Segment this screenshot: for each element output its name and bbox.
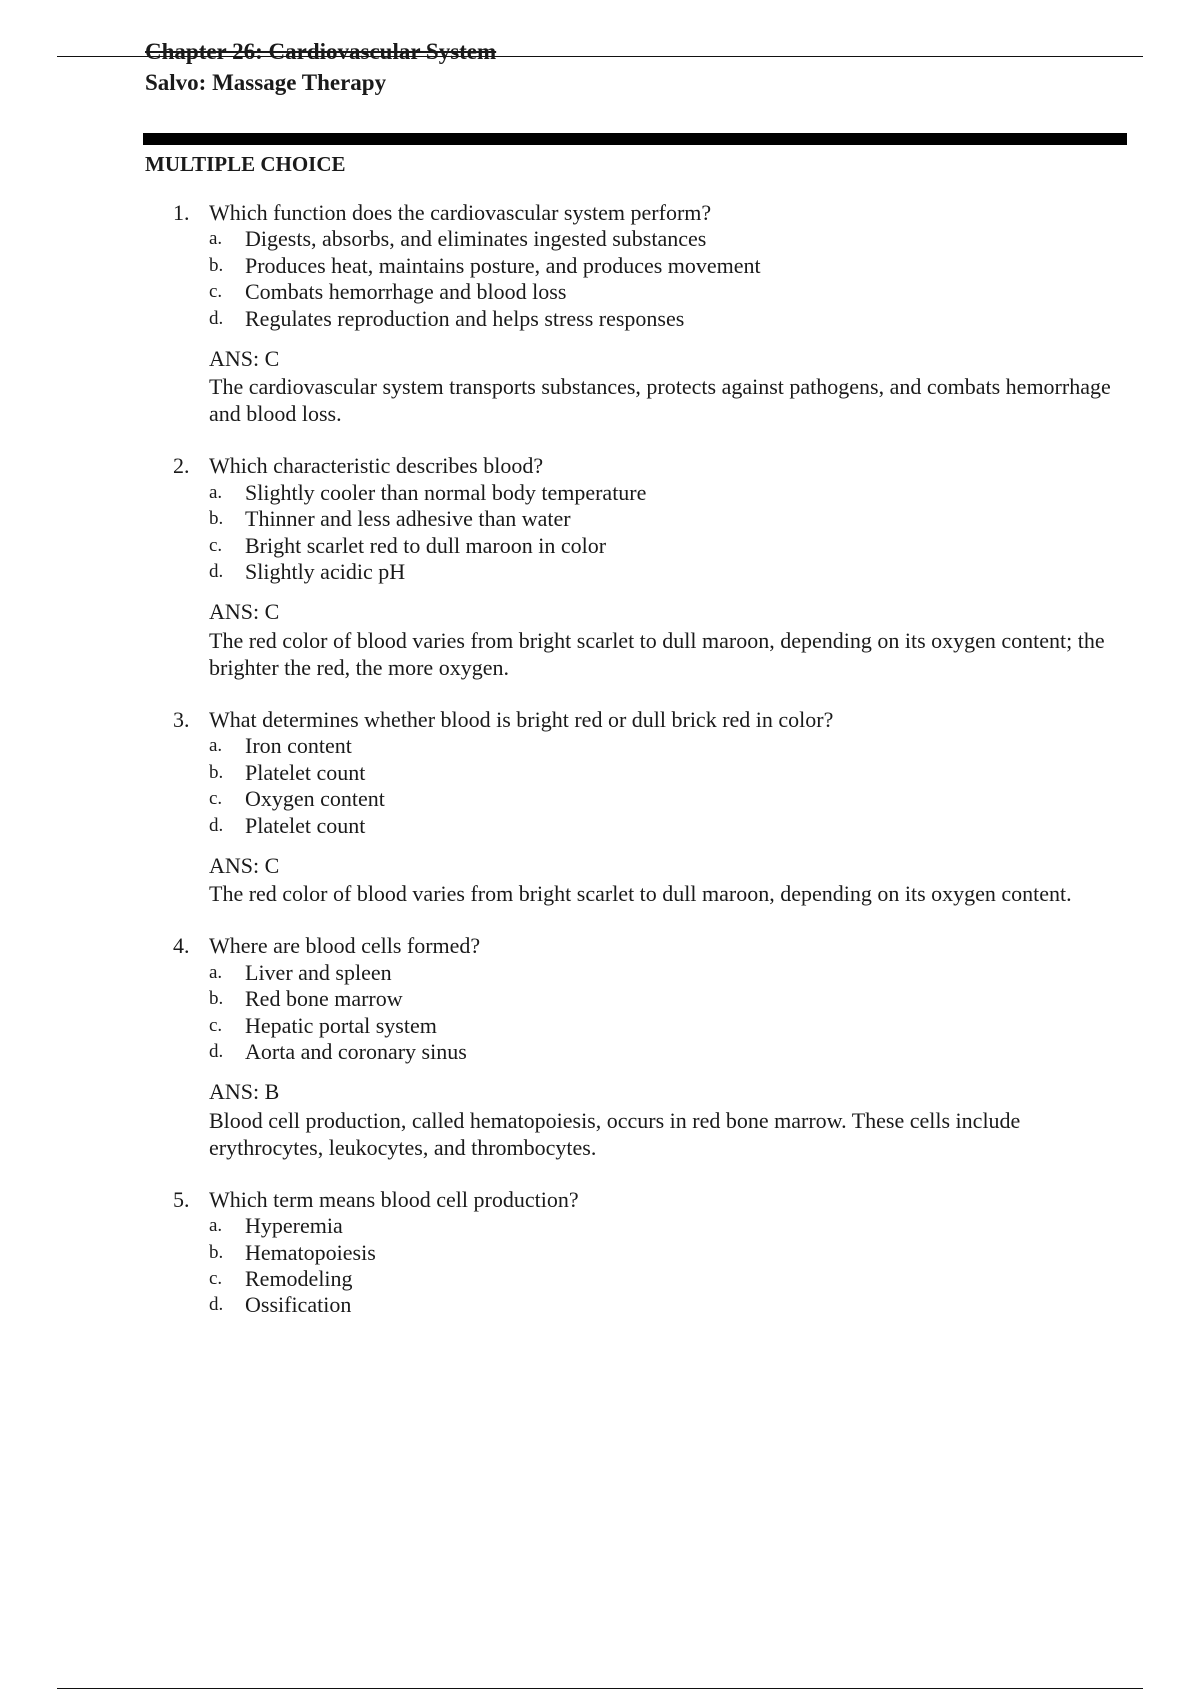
answer-key: ANS: C bbox=[209, 599, 280, 625]
rationale: The cardiovascular system transports substances, protects against pathogens, and combats hemorrhage and blood loss. bbox=[209, 374, 1111, 427]
choice-c bbox=[145, 786, 1125, 812]
question-5 bbox=[145, 1187, 1125, 1319]
choice-text: Oxygen content bbox=[245, 786, 385, 812]
choice-letter: d. bbox=[209, 814, 224, 836]
choice-b bbox=[145, 506, 1125, 532]
choice-letter: b. bbox=[209, 1241, 224, 1263]
book-title: Salvo: Massage Therapy bbox=[145, 70, 387, 95]
choice-list bbox=[145, 226, 1125, 332]
section-divider bbox=[143, 133, 1127, 145]
choice-c bbox=[145, 533, 1125, 559]
choice-list bbox=[145, 480, 1125, 586]
choice-letter: b. bbox=[209, 988, 224, 1010]
choice-list bbox=[145, 1213, 1125, 1319]
choice-d bbox=[145, 813, 1125, 839]
choice-list bbox=[145, 733, 1125, 839]
question-text: Which characteristic describes blood? bbox=[209, 453, 544, 479]
choice-letter: a. bbox=[209, 961, 223, 983]
question-text: What determines whether blood is bright red or dull brick red in color? bbox=[209, 706, 834, 732]
choice-b bbox=[145, 253, 1125, 279]
choice-letter: c. bbox=[209, 1014, 223, 1036]
question-number: 2. bbox=[173, 453, 190, 479]
section-title: MULTIPLE CHOICE bbox=[145, 152, 346, 176]
footer-rule bbox=[57, 1688, 1143, 1689]
choice-text: Platelet count bbox=[245, 759, 366, 785]
choice-text: Liver and spleen bbox=[245, 959, 392, 985]
choice-letter: d. bbox=[209, 1294, 224, 1316]
choice-d bbox=[145, 1292, 1125, 1318]
question-text: Which function does the cardiovascular system perform? bbox=[209, 200, 712, 225]
document-header bbox=[145, 36, 496, 98]
question-text: Which term means blood cell production? bbox=[209, 1186, 579, 1212]
choice-text: Hepatic portal system bbox=[245, 1012, 437, 1038]
answer-block bbox=[145, 853, 1125, 907]
choice-b bbox=[145, 986, 1125, 1012]
choice-text: Combats hemorrhage and blood loss bbox=[245, 279, 567, 305]
rationale: The red color of blood varies from bright scarlet to dull maroon, depending on its oxygen content; the brighter the red, the more oxygen. bbox=[209, 627, 1105, 680]
choice-text: Hyperemia bbox=[245, 1213, 343, 1239]
question-text: Where are blood cells formed? bbox=[209, 933, 481, 959]
answer-key: ANS: C bbox=[209, 852, 280, 878]
choice-letter: c. bbox=[209, 788, 223, 810]
choice-text: Platelet count bbox=[245, 812, 366, 838]
choice-a bbox=[145, 960, 1125, 986]
question-number: 4. bbox=[173, 933, 190, 959]
rationale: The red color of blood varies from bright scarlet to dull maroon, depending on its oxygen content. bbox=[209, 881, 1072, 907]
question-1 bbox=[145, 200, 1125, 427]
choice-list bbox=[145, 960, 1125, 1066]
choice-text: Slightly cooler than normal body temperature bbox=[245, 479, 647, 505]
choice-a bbox=[145, 1213, 1125, 1239]
choice-letter: b. bbox=[209, 254, 224, 276]
choice-letter: b. bbox=[209, 761, 224, 783]
choice-letter: a. bbox=[209, 228, 223, 250]
choice-text: Digests, absorbs, and eliminates ingested substances bbox=[245, 226, 707, 252]
choice-letter: c. bbox=[209, 534, 223, 556]
choice-a bbox=[145, 480, 1125, 506]
choice-b bbox=[145, 760, 1125, 786]
chapter-title: Chapter 26: Cardiovascular System bbox=[145, 39, 497, 64]
rationale: Blood cell production, called hematopoiesis, occurs in red bone marrow. These cells include erythrocytes, leukocytes, and thrombocytes. bbox=[209, 1107, 1021, 1160]
choice-letter: d. bbox=[209, 1040, 224, 1062]
choice-letter: a. bbox=[209, 735, 223, 757]
answer-block bbox=[145, 1079, 1125, 1160]
question-number: 1. bbox=[173, 200, 190, 225]
choice-d bbox=[145, 559, 1125, 585]
choice-c bbox=[145, 1266, 1125, 1292]
choice-text: Aorta and coronary sinus bbox=[245, 1038, 467, 1064]
choice-text: Iron content bbox=[245, 733, 352, 759]
choice-letter: a. bbox=[209, 481, 223, 503]
answer-block bbox=[145, 346, 1125, 427]
choice-text: Hematopoiesis bbox=[245, 1239, 376, 1265]
choice-c bbox=[145, 1013, 1125, 1039]
question-stem bbox=[145, 1187, 1125, 1213]
choice-b bbox=[145, 1240, 1125, 1266]
choice-d bbox=[145, 306, 1125, 332]
choice-letter: c. bbox=[209, 1267, 223, 1289]
choice-letter: b. bbox=[209, 508, 224, 530]
question-4 bbox=[145, 933, 1125, 1160]
choice-a bbox=[145, 733, 1125, 759]
choice-text: Slightly acidic pH bbox=[245, 559, 406, 585]
choice-letter: a. bbox=[209, 1215, 223, 1237]
question-stem bbox=[145, 453, 1125, 479]
question-number: 3. bbox=[173, 706, 190, 732]
choice-text: Red bone marrow bbox=[245, 986, 403, 1012]
choice-d bbox=[145, 1039, 1125, 1065]
question-2 bbox=[145, 453, 1125, 680]
question-stem bbox=[145, 200, 1125, 226]
question-stem bbox=[145, 707, 1125, 733]
answer-block bbox=[145, 599, 1125, 680]
choice-text: Produces heat, maintains posture, and produces movement bbox=[245, 252, 761, 278]
choice-c bbox=[145, 279, 1125, 305]
question-number: 5. bbox=[173, 1186, 190, 1212]
choice-text: Regulates reproduction and helps stress responses bbox=[245, 305, 685, 331]
question-stem bbox=[145, 933, 1125, 959]
choice-text: Bright scarlet red to dull maroon in color bbox=[245, 532, 607, 558]
question-3 bbox=[145, 707, 1125, 907]
choice-letter: d. bbox=[209, 561, 224, 583]
choice-text: Remodeling bbox=[245, 1265, 353, 1291]
choice-text: Thinner and less adhesive than water bbox=[245, 506, 571, 532]
answer-key: ANS: B bbox=[209, 1079, 280, 1105]
question-list bbox=[145, 200, 1125, 1345]
choice-text: Ossification bbox=[245, 1292, 352, 1318]
choice-letter: d. bbox=[209, 307, 224, 329]
answer-key: ANS: C bbox=[209, 346, 280, 372]
choice-a bbox=[145, 226, 1125, 252]
choice-letter: c. bbox=[209, 281, 223, 303]
